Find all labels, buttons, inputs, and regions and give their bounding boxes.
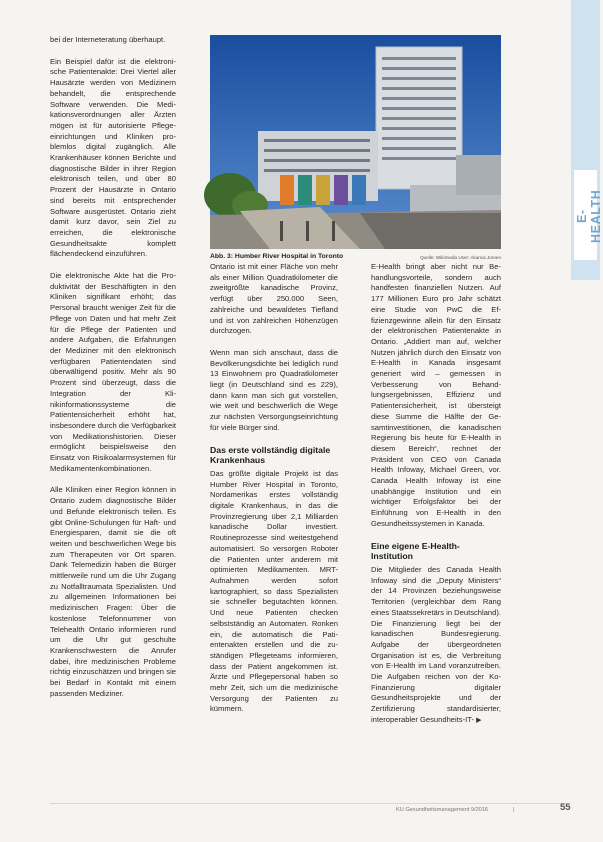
paragraph: Ein Beispiel dafür ist die elektronische Patientenakte: Drei Viertel aller Hausärzte werden von Medizinern behandelt, die entsprechende Software verwenden. Die Medikationsverordnungen aller Ärzten mögen ist für autorisierte Pflegeeinrichtungen und Kliniken problemlos digital zugänglich. Alle Krankenhäuser können Berichte und diagnostische Bilder in ihrer Region elektronisch teilen, und über 80 Prozent der Hausärzte in Ontario sind bereits mit entsprechender Software ausgerüstet. Ontario zieht damit kurz davor, sein Ziel zu erreichen, die elektronische Gesundheitsakte komplett flächendeckend einzuführen. [50, 56, 176, 259]
footer-rule [50, 803, 566, 804]
footer-separator: | [513, 807, 515, 813]
caption-title: Abb. 3: Humber River Hospital in Toronto [210, 253, 344, 260]
paragraph: bei der Interneteratung überhaupt. [50, 35, 166, 44]
subheading: Das erste vollständig digitale Krankenhaus [210, 444, 331, 465]
text-column-2 [210, 262, 338, 726]
paragraph: Wenn man sich anschaut, dass die Bevölkerungsdichte bei lediglich rund 13 Einwohnern pro Quadratkilometer liegt (in Deutschland sind es 229), dann kann man sich gut vorstellen, wie weit und beschwerlich die Wege zur nächsten Versorgungseinrichtung für viele Bürger sind. [210, 347, 338, 432]
paragraph: Alle Kliniken einer Region können in Ontario zudem diagnostische Bilder und Befunde elektronisch teilen. Es gibt Online-Schulungen für Haft- und Energiesparen, damit sie die oft weiten und beschwerlichen Wege bis zum Therapeuten vor Ort sparen. Dank Telemedizin haben die Bürger mittlerweile rund um die Uhr Zugang zu Notfalltraumata Spezialisten. Und zu allgemeinen Informationen bei medizinischen Fragen: Über die kostenlose Telefonnummer von Telehealth Ontario informieren rund um die Uhr gut geschulte Krankenschwestern die Anrufer dabei, ihre medizinischen Probleme richtig einzuschätzen und bringen sie bei Bedarf in Kontakt mit einem passenden Mediziner. [50, 485, 176, 698]
continue-arrow-icon: ▶ [476, 716, 482, 724]
section-tab [571, 0, 603, 280]
paragraph: E-Health bringt aber nicht nur Behandlungsvorteile, sondern auch handfesten finanziellen Nutzen. Auf 177 Millionen Euro pro Jahr schätzt eine Studie von PwC die Effizienzgewinne allein für den Einsatz der elektronischen Patientenakte in Ontario. „Addiert man auf, welcher Nutzen jährlich durch den Einsatz von E-Health in Kanada insgesamt generiert wird – gemessen in Verbesserung von Behandlungsergebnissen, Effizienz und Patientensicherheit, ist übersteigt diese Summe die Hälfte der Gesamtinvestitionen, die kanadischen Regierung bis heute für E-Health in diesem Bereich“, rechnet der Präsident von CEO von Canada Health Infoway, Michael Green, vor. Canada Health Infoway ist eine unabhängige Institution und ein wichtiger Erfolgsfaktor bei der Einführung von E-Health in den Gesundheitssystemen in Kanada. [371, 262, 501, 528]
section-label: E-HEALTH [575, 189, 603, 243]
hospital-photo [210, 35, 501, 249]
page-number: 55 [560, 802, 571, 813]
paragraph: Ontario ist mit einer Fläche von mehr als einer Million Quadratkilometer die zweitgrößte kanadische Provinz, verfügt über 250.000 Seen, zahlreiche und bewaldetes Tiefland und ist von zahlreichen Höhenzügen durchzogen. [210, 262, 338, 336]
paragraph-text: Die Mitglieder des Canada Health Infoway sind die „Deputy Ministers“ der 14 Provinzen beziehungsweise Territorien (vergleichbar dem Rang eines Staatssekretärs in Deutschland). Die Finanzierung liegt bei der kanadischen Bundesregierung. Aufgabe der übergeordneten Organisation ist es, die Verbreitung von E-Health im Land voranzutreiben. Die Aufgaben reichen von der Ko-Finanzierung digitaler Gesundheitsprojekte und der Zertifizierung standardisierter, interoperabler Gesundheits-IT- [371, 564, 502, 724]
paragraph: Die elektronische Akte hat die Produktivität der Beschäftigten in den Kliniken signifikant erhöht; das Personal braucht weniger Zeit für die Pflege von Daten und hat mehr Zeit für die Pflege der Patienten und andere Aufgaben, die Erfahrungen der Mediziner mit den elektronisch verfügbaren Patientendaten sind überwältigend positiv. Mehr als 90 Prozent sind überzeugt, dass die Integration der Klinikinformationssysteme die Patientensicherheit erhöht hat, insbesondere durch die Verfügbarkeit von Medikationshistorien. Dieser ermöglicht beispielsweise den Einsatz von Risikoalarmsystemen für Medikamentenkombinationen. [50, 271, 176, 473]
figure-caption [210, 252, 501, 262]
paragraph: Das größte digitale Projekt ist das Humber River Hospital in Toronto, Nordamerikas erstes vollständig digitale Krankenhaus, in das die Provinzregierung über 2,1 Milliarden kanadische Dollar investiert. Routineprozesse sind weitestgehend automatisiert. So versorgen Roboter die Patienten unter anderem mit optimierten Medikamenten. MRT-Aufnahmen werden sofort kartographiert, so dass Spezialisten sie schneller begutachten können. Und neue Patienten checken selbstständig an Automaten. Ronken ein, die automatisch die Patientenakten erstellen und die zuständigen Pflegeteams informieren, dass der Patient angekommen ist. Ärzte und Pflegepersonal haben so mehr Zeit, sich um die medizinische Versorgung der Patienten zu kümmern. [210, 468, 338, 714]
text-column-3 [371, 262, 501, 738]
footer-publication: KU Gesundheitsmanagement 9/2016 [396, 807, 489, 813]
caption-source: Quelle: Wikimedia User: Akamai Joreen [420, 255, 501, 260]
subheading: Eine eigene E-Health-Institution [371, 540, 460, 561]
paragraph [371, 565, 501, 727]
text-column-1 [50, 35, 176, 710]
